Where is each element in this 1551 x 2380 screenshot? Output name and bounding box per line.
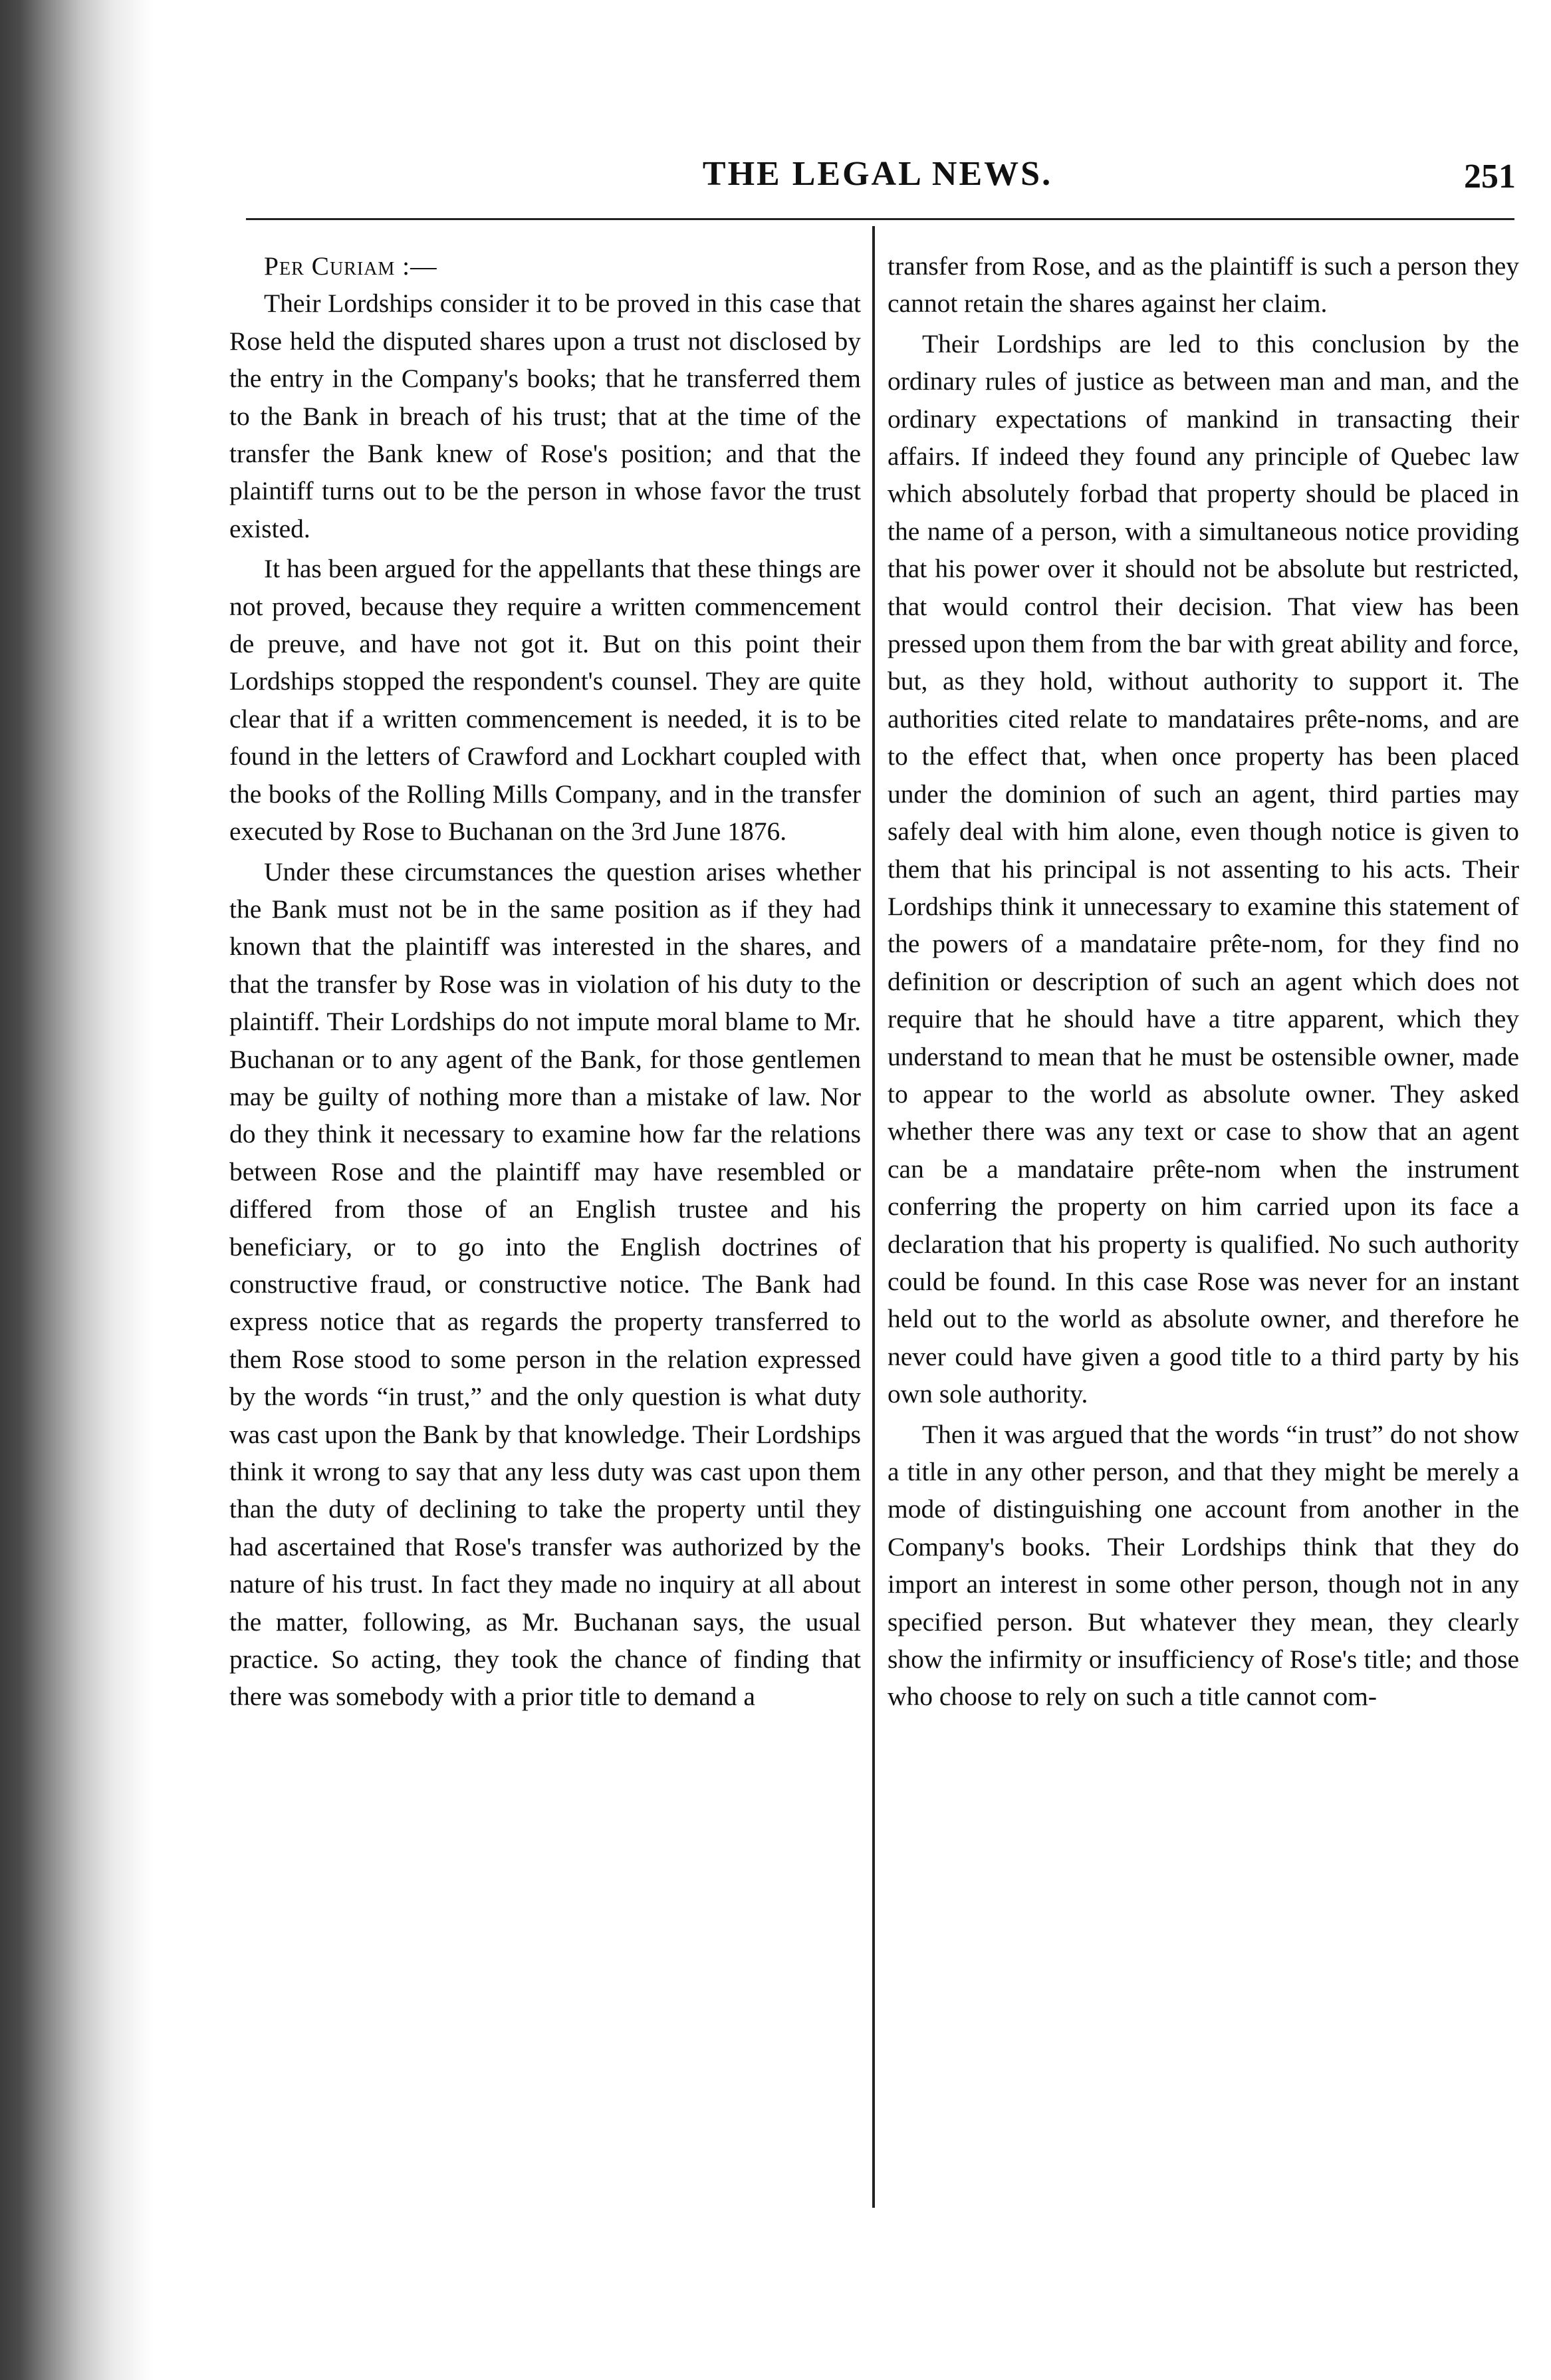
right-column xyxy=(888,247,1519,1716)
paragraph-1: Their Lordships consider it to be proved in this case that Rose held the disputed shares upon a trust not disclosed by the entry in the Company's books; that he transferred them to the Bank in breach of his trust; that at the time of the transfer the Bank knew of Rose's position; and that the plaintiff turns out to be the person in whose favor the trust existed. xyxy=(229,289,861,543)
page-header xyxy=(239,154,1516,207)
paragraph-5: Then it was argued that the words “in trust” do not show a title in any other person, and that they might be merely a mode of distinguishing one account from another in the Company's books. Their Lordships think that they do import an interest in some other person, though not in any specified person. But whatever they mean, they clearly show the infirmity or insufficiency of Rose's title; and those who choose to rely on such a title cannot com- xyxy=(888,1419,1519,1712)
column-divider xyxy=(872,226,875,2208)
paragraph-4: Their Lordships are led to this conclusion by the ordinary rules of justice as between man and man, and the ordinary expectations of mankind in transacting their affairs. If indeed they found any principle of Quebec law which absolutely forbad that property should be placed in the name of a person, with a simultaneous notice providing that his power over it should not be absolute but restricted, that would control their decision. That view has been pressed upon them from the bar with great ability and force, but, as they hold, without authority to support it. The authorities cited relate to mandataires prête-noms, and are to the effect that, when once property has been placed under the dominion of such an agent, third parties may safely deal with him alone, even though notice is given to them that his principal is not assenting to his acts. Their Lordships think it unnecessary to examine this statement of the powers of a mandataire prête-nom, for they find no definition or description of such an agent which does not require that he should have a titre apparent, which they understand to mean that he must be ostensible owner, made to appear to the world as absolute owner. They asked whether there was any text or case to show that an agent can be a mandataire prête-nom when the instrument conferring the property on him carried upon its face a declaration that his property is qualified. No such authority could be found. In this case Rose was never for an instant held out to the world as absolute owner, and therefore he never could have given a good title to a third party by his own sole authority. xyxy=(888,329,1519,1409)
header-rule xyxy=(246,218,1514,220)
page-number: 251 xyxy=(1464,158,1516,196)
paragraph-2: It has been argued for the appellants that these things are not proved, because they require a written commencement de preuve, and have not got it. But on this point their Lordships stopped the respondent's counsel. They are quite clear that if a written commencement is needed, it is to be found in the letters of Crawford and Lockhart coupled with the books of the Rolling Mills Company, and in the transfer executed by Rose to Buchanan on the 3rd June 1876. xyxy=(229,554,861,847)
paragraph-continued: transfer from Rose, and as the plaintiff is such a person they cannot retain the shares against her claim. xyxy=(888,251,1519,319)
left-column xyxy=(229,247,861,1716)
per-curiam-heading: Per Curiam :— xyxy=(264,251,437,281)
scan-binding-shadow xyxy=(0,0,153,2380)
paragraph-3: Under these circumstances the question arises whether the Bank must not be in the same position as if they had known that the plaintiff was interested in the shares, and that the transfer by Rose was in violation of his duty to the plaintiff. Their Lordships do not impute moral blame to Mr. Buchanan or to any agent of the Bank, for those gentlemen may be guilty of nothing more than a mistake of law. Nor do they think it necessary to examine how far the relations between Rose and the plaintiff may have resembled or differed from those of an English trustee and his beneficiary, or to go into the English doctrines of constructive fraud, or constructive notice. The Bank had express notice that as regards the property transferred to them Rose stood to some person in the relation expressed by the words “in trust,” and the only question is what duty was cast upon the Bank by that knowledge. Their Lordships think it wrong to say that any less duty was cast upon them than the duty of declining to take the property until they had ascertained that Rose's transfer was authorized by the nature of his trust. In fact they made no inquiry at all about the matter, following, as Mr. Buchanan says, the usual practice. So acting, they took the chance of finding that there was somebody with a prior title to demand a xyxy=(229,857,861,1712)
running-title: THE LEGAL NEWS. xyxy=(702,155,1053,193)
